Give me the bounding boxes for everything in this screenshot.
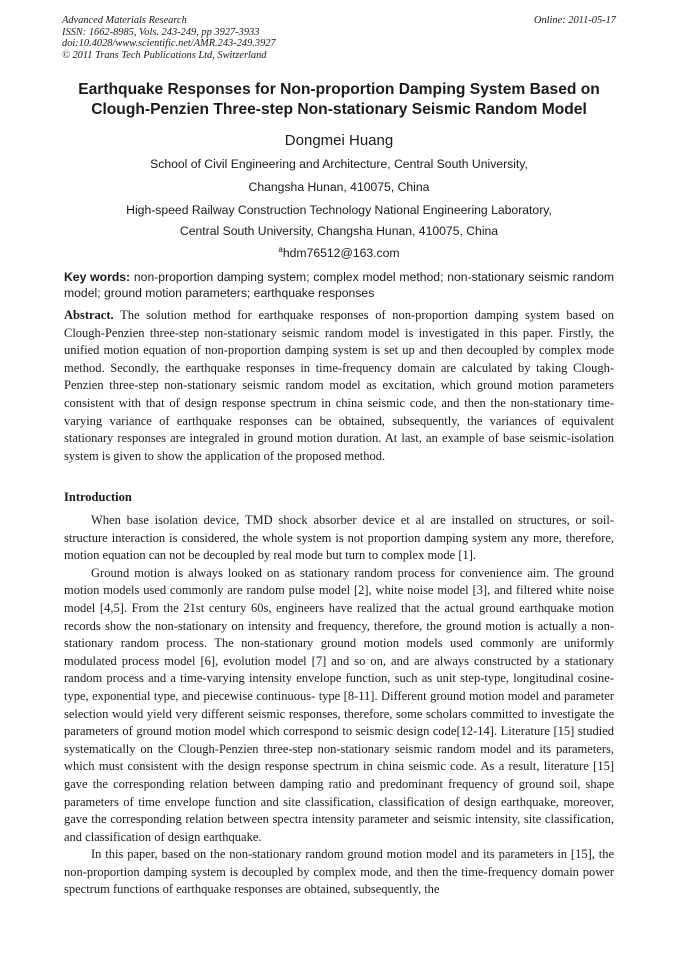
online-date: Online: 2011-05-17 [533,15,616,26]
intro-paragraph-2: Ground motion is always looked on as stationary random process for convenience aim. The ground motion models used commonly are random pulse model [2], white noise model [3], and filtered white noise model [4,5]. From the 21st century 60s, engineers have realized that the actual ground earthquake motion records show the non-stationary on intensity and frequency, therefore, the ground motion is actually a non-stationary random process. The non-stationary ground motion models used commonly are uniformly modulated process model [6], evolution model [7] and so on, and are always constructed by a stationary random process and a time-varying intensity envelope function, such as unit step-type, longitudinal cosine-type, exponential type, and piecewise continuous- type [8-11]. Different ground motion model and parameter selection would yield very different seismic responses, therefore, some scholars committed to investigate the parameters of ground motion model which correspond to seismic design code[12-14]. Literature [15] studied systematically on the Clough-Penzien three-step non-stationary seismic random model and its parameters, which must consistent with the design response spectrum in china seismic code. As a result, literature [15] gave the corresponding relation between damping ratio and predominant frequency of ground soil, shape parameters of time envelope function and site classification, classification of design earthquake, moreover, gave the corresponding relation between spectra intensity parameter and seismic intensity, site classification, and classification of design earthquake. [64,565,614,844]
abstract-text: The solution method for earthquake responses of non-proportion damping system based on Clough-Penzien three-step non-stationary seismic random model is investigated in this paper. Firstly, the unified motion equation of non-proportion damping system is set up and then decoupled by complex mode method. Secondly, the earthquake responses in time-frequency domain are calculated by taking Clough-Penzien three-step non-stationary seismic random model as excitation, which ground motion parameters consistent with that of design response spectrum in china seismic code, and then the non-stationary time-varying variance of earthquake responses can be obtained, subsequently, the variances of equivalent stationary responses are integraled in ground motion duration. At last, an example of base seismic-isolation system is given to show the application of the proposed method. [64,308,614,463]
keywords-text: non-proportion damping system; complex model method; non-stationary seismic random model; ground motion parameters; earthquake responses [64,270,615,300]
intro-paragraph-3: In this paper, based on the non-stationary random ground motion model and its parameters in [15], the non-proportion damping system is decoupled by complex mode, and then the time-frequency domain power spectrum functions of earthquake responses are obtained, subsequently, the [64,847,614,897]
email-marker: a [278,245,283,254]
copyright-line: © 2011 Trans Tech Publications Ltd, Switzerland [62,49,267,61]
intro-paragraph-1: When base isolation device, TMD shock absorber device et al are installed on structures, or soil-structure interaction is considered, the whole system is not proportion damping system any more, therefore, motion equation can not be decoupled by real mode but turn to complex mode [1]. [64,513,614,563]
abstract [64,307,614,465]
paper-title [40,80,638,120]
abstract-label: Abstract. [64,308,114,322]
doi-line: doi:10.4028/www.scientific.net/AMR.243-249.3927 [62,38,276,50]
keywords [64,270,614,301]
affiliation-line-2: Changsha Hunan, 410075, China [248,180,430,194]
affiliation-line-4: Central South University, Changsha Hunan, 410075, China [179,224,499,238]
keywords-label: Key words: [64,270,131,284]
author-email [0,245,678,260]
email-address: hdm76512@163.com [282,246,400,260]
author-name: Dongmei Huang [284,132,394,149]
title-line-2: Clough-Penzien Three-step Non-stationary Seismic Random Model [91,101,587,118]
affiliation-line-3: High-speed Railway Construction Technology National Engineering Laboratory, [126,203,552,217]
affiliation-line-1: School of Civil Engineering and Architecture, Central South University, [150,157,528,171]
issn-line: ISSN: 1662-8985, Vols. 243-249, pp 3927-3933 [62,26,260,38]
section-heading-introduction: Introduction [64,490,132,504]
title-line-1: Earthquake Responses for Non-proportion Damping System Based on [78,81,600,98]
journal-header [62,15,616,61]
introduction-body [64,512,614,899]
journal-name: Advanced Materials Research [62,15,187,26]
